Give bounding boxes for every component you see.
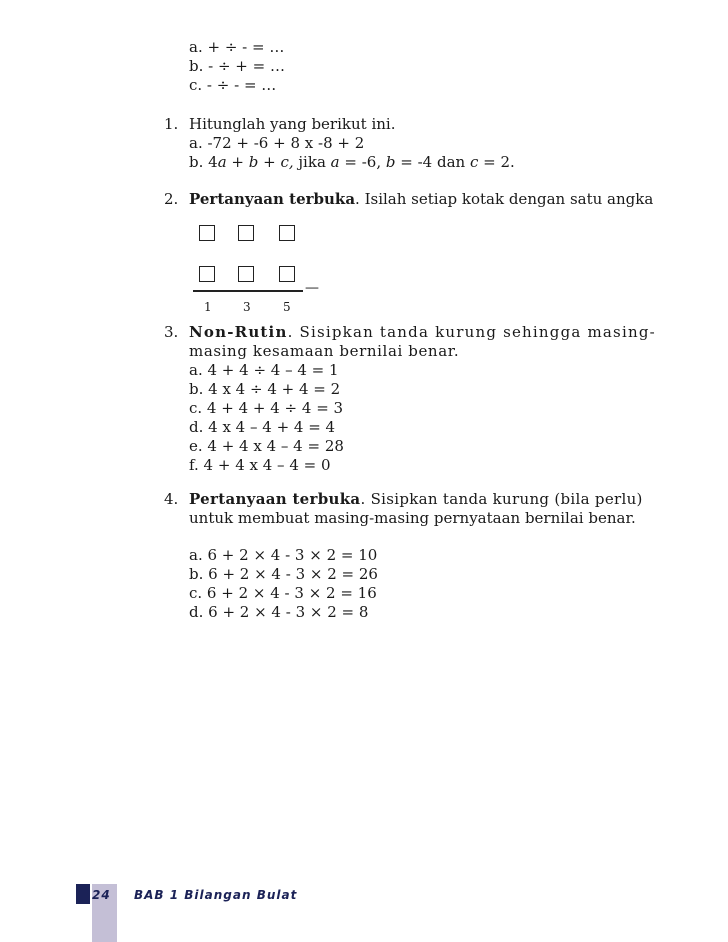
answer-box[interactable] bbox=[199, 266, 215, 282]
q3-text-line2: masing kesamaan bernilai benar. bbox=[189, 342, 460, 360]
chapter-title: BAB 1 Bilangan Bulat bbox=[134, 888, 298, 902]
answer-box[interactable] bbox=[279, 225, 295, 241]
q1-text: Hitunglah yang berikut ini. bbox=[189, 115, 396, 133]
q3-item: d. 4 x 4 – 4 + 4 = 4 bbox=[189, 418, 336, 436]
option-c: c. - ÷ - = … bbox=[189, 76, 277, 94]
q1-number: 1. bbox=[164, 115, 179, 133]
option-a: a. + ÷ - = … bbox=[189, 38, 285, 56]
q2-text: Pertanyaan terbuka. Isilah setiap kotak dengan satu angka bbox=[189, 190, 654, 208]
q4-text-line2: untuk membuat masing-masing pernyataan bernilai benar. bbox=[189, 509, 636, 527]
q3-item: c. 4 + 4 + 4 ÷ 4 = 3 bbox=[189, 399, 344, 417]
option-b: b. - ÷ + = … bbox=[189, 57, 285, 75]
q1-item-a: a. -72 + -6 + 8 x -8 + 2 bbox=[189, 134, 365, 152]
q3-item: f. 4 + 4 x 4 – 4 = 0 bbox=[189, 456, 331, 474]
q3-item: e. 4 + 4 x 4 – 4 = 28 bbox=[189, 437, 344, 455]
digit-label: 3 bbox=[243, 300, 251, 314]
page-number: 24 bbox=[92, 888, 111, 902]
q3-item: b. 4 x 4 ÷ 4 + 4 = 2 bbox=[189, 380, 341, 398]
q3-number: 3. bbox=[164, 323, 179, 341]
digit-label: 1 bbox=[204, 300, 212, 314]
q3-text-line1: Non-Rutin. Sisipkan tanda kurung sehingga masing- bbox=[189, 323, 656, 341]
answer-box[interactable] bbox=[279, 266, 295, 282]
answer-box[interactable] bbox=[238, 225, 254, 241]
digit-label: 5 bbox=[283, 300, 291, 314]
q4-number: 4. bbox=[164, 490, 179, 508]
answer-box[interactable] bbox=[238, 266, 254, 282]
minus-sign: — bbox=[305, 280, 319, 296]
q2-number: 2. bbox=[164, 190, 179, 208]
footer-dark-block bbox=[76, 884, 90, 904]
answer-box[interactable] bbox=[199, 225, 215, 241]
q4-text-line1: Pertanyaan terbuka. Sisipkan tanda kurung (bila perlu) bbox=[189, 490, 643, 508]
q4-item: b. 6 + 2 × 4 - 3 × 2 = 26 bbox=[189, 565, 378, 583]
q1-item-b: b. 4a + b + c, jika a = -6, b = -4 dan c = 2. bbox=[189, 153, 515, 171]
q4-item: d. 6 + 2 × 4 - 3 × 2 = 8 bbox=[189, 603, 369, 621]
sum-rule bbox=[193, 290, 303, 292]
q4-item: c. 6 + 2 × 4 - 3 × 2 = 16 bbox=[189, 584, 377, 602]
q4-item: a. 6 + 2 × 4 - 3 × 2 = 10 bbox=[189, 546, 378, 564]
q3-item: a. 4 + 4 ÷ 4 – 4 = 1 bbox=[189, 361, 339, 379]
